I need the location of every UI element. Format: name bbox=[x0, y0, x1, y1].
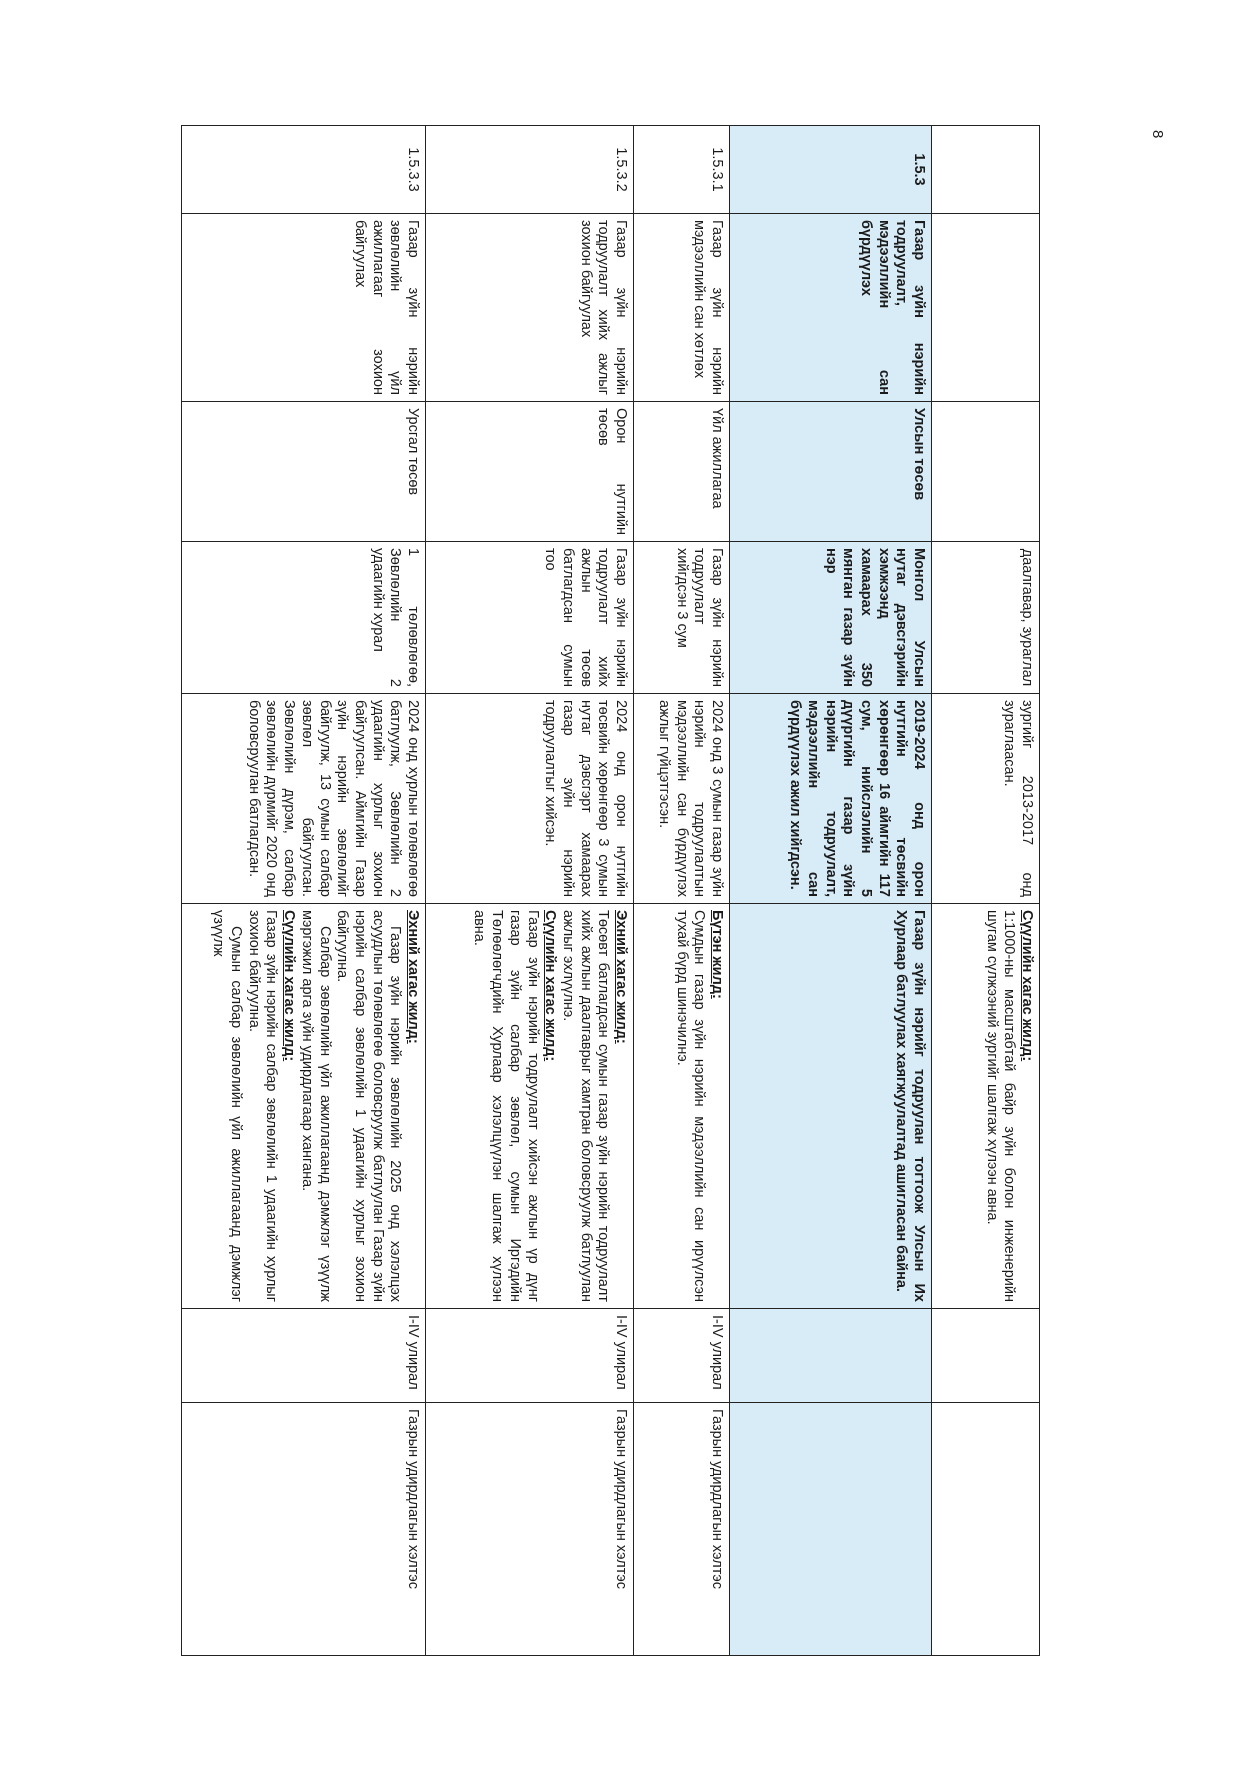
target-heading: Сүүлийн хагас жилд: bbox=[542, 910, 559, 1062]
row-code: 1.5.3.2 bbox=[426, 126, 634, 214]
cell-empty bbox=[932, 402, 1040, 542]
row-type: Урсгал төсөв bbox=[182, 402, 426, 542]
plan-table bbox=[181, 125, 1040, 1656]
row-action: Газар зүйн нэрийн зөвлөлийн үйл ажиллагааг зохион байгуулах bbox=[182, 214, 426, 402]
target-text: Сумын салбар зөвлөлийн үйл ажиллагаанд дэмжлэг үзүүлж bbox=[210, 910, 245, 1302]
row-code: 1.5.3.3 bbox=[182, 126, 426, 214]
target-text: Салбар зөвлөлийн үйл ажиллагаанд дэмжлэг үзүүлж мэргэжил арга зүйн удирдлагаар хангана. bbox=[298, 910, 333, 1302]
row-indicator: Газар зүйн нэрийн тодруулалт хийх ажлын төсөв батлагдсан сумын тоо bbox=[426, 542, 634, 694]
target-text: 1:1000-ны масштабтай байр зүйн болон инженерийн шугам сүлжээний зургийг шалгаж хүлээн авна. bbox=[983, 910, 1018, 1302]
section-type: Улсын төсөв bbox=[730, 402, 932, 542]
table-row bbox=[634, 126, 730, 1656]
row-action: Газар зүйн нэрийн тодруулалт хийх ажлыг зохион байгуулах bbox=[426, 214, 634, 402]
target-text: Төсөвт батлагдсан сумын газар зүйн нэрийн тодруулалт хийх ажлын даалгаврыг хамтран боловсруулж батлуулан ажлыг эхлүүлнэ. bbox=[559, 910, 612, 1302]
row-target bbox=[634, 904, 730, 1309]
row-indicator: 1 төлөвлөгөө, Зөвлөлийн 2 удаагийн хурал bbox=[182, 542, 426, 694]
row-period: I-IV улирал bbox=[634, 1309, 730, 1403]
section-code: 1.5.3 bbox=[730, 126, 932, 214]
section-baseline: 2019-2024 онд орон нутгийн төсвийн хөрөнгөөр 16 аймгийн 117 сум, нийслэлийн 5 дүүргийн газар зүйн нэрийн тодруулалт, мэдээллийн сан бүрдүүлэх ажил хийгдсэн. bbox=[730, 694, 932, 904]
cell-empty bbox=[932, 1309, 1040, 1403]
row-baseline: 2024 онд хурлын төлөвлөгөө батлуулж, Зөвлөлийн 2 удаагийн хурлыг зохион байгуулсан. Аймгийн Газар зүйн нэрийн зөвлөлийг байгуулж, 13 сумын салбар зөвлөл байгуулсан. Зөвлөлийн дүрэм, салбар зөвлөлийн дүрмийг 2020 онд боловсруулан батлагдсан. bbox=[182, 694, 426, 904]
section-target: Газар зүйн нэрийг тодруулан тогтоож Улсын Их Хурлаар батлуулах хаягжуулалтад ашигласан байна. bbox=[730, 904, 932, 1309]
cont-baseline: зургийг 2013-2017 онд зураглаасан. bbox=[932, 694, 1040, 904]
target-heading: Эхний хагас жилд: bbox=[405, 910, 421, 1044]
cell-empty bbox=[730, 1403, 932, 1656]
row-target bbox=[182, 904, 426, 1309]
target-heading: Бүтэн жилд: bbox=[709, 910, 725, 999]
row-code: 1.5.3.1 bbox=[634, 126, 730, 214]
row-type: Үйл ажиллагаа bbox=[634, 402, 730, 542]
section-header-row bbox=[730, 126, 932, 1656]
section-indicator: Монгол Улсын нутаг дэвсгэрийн хэмжээнд хамаарах 350 мянган газар зүйн нэр bbox=[730, 542, 932, 694]
row-action: Газар зүйн нэрийн мэдээллийн сан хөтлөх bbox=[634, 214, 730, 402]
target-text: Газар зүйн нэрийн зөвлөлийн 2025 онд хэлэлцэх асуудлын төлөвлөгөө боловсруулж батлуулан Газар зүйн нэрийн салбар зөвлөлийн 1 удаагийн хурлыг зохион байгуулна. bbox=[334, 910, 404, 1302]
cell-empty bbox=[932, 1403, 1040, 1656]
row-baseline: 2024 онд орон нутгийн төсвийн хөрөнгөөр 3 сумын нутаг дэвсгэрт хамаарах газар зүйн нэрийн тодруулалтыг хийсэн. bbox=[426, 694, 634, 904]
target-heading: Сүүлийн хагас жилд: bbox=[1019, 910, 1035, 1062]
cont-target bbox=[932, 904, 1040, 1309]
continuation-row bbox=[932, 126, 1040, 1656]
row-indicator: Газар зүйн нэрийн тодруулалт хийгдсэн 3 сум bbox=[634, 542, 730, 694]
row-period: I-IV улирал bbox=[182, 1309, 426, 1403]
section-title: Газар зүйн нэрийн тодруулалт, мэдээллийн сан бүрдүүлэх bbox=[730, 214, 932, 402]
target-text: Газар зүйн нэрийн тодруулалт хийсэн ажлын үр дүнг газар зүйн салбар зөвлөл, сумын Иргэдийн Төлөөлөгчдийн Хурлаар хэлэлцүүлэн шалгаж хүлээн авна. bbox=[471, 910, 541, 1302]
row-baseline: 2024 онд 3 сумын газар зүйн нэрийн тодруулалтын мэдээллийн сан бүрдүүлэх ажлыг гүйцэтгэсэн. bbox=[634, 694, 730, 904]
cont-indicator: даалгавар, зураглал bbox=[932, 542, 1040, 694]
target-heading: Эхний хагас жилд: bbox=[613, 910, 629, 1044]
row-responsible: Газрын удирдлагын хэлтэс bbox=[634, 1403, 730, 1656]
rotated-page bbox=[182, 125, 1040, 1655]
row-target bbox=[426, 904, 634, 1309]
row-period: I-IV улирал bbox=[426, 1309, 634, 1403]
table-row bbox=[182, 126, 426, 1656]
row-type: Орон нутгийн төсөв bbox=[426, 402, 634, 542]
target-text: Сумдын газар зүйн нэрийн мэдээллийн сан ирүүлсэн тухай бүрд шинэчилнэ. bbox=[673, 910, 708, 1302]
target-text: Газар зүйн нэрийн салбар зөвлөлийн 1 удаагийн хурлыг зохион байгуулна. bbox=[245, 910, 280, 1302]
cell-empty bbox=[932, 214, 1040, 402]
row-responsible: Газрын удирдлагын хэлтэс bbox=[182, 1403, 426, 1656]
table-row bbox=[426, 126, 634, 1656]
page-number: 8 bbox=[1149, 130, 1166, 139]
cell-empty bbox=[730, 1309, 932, 1403]
row-responsible: Газрын удирдлагын хэлтэс bbox=[426, 1403, 634, 1656]
target-heading: Сүүлийн хагас жилд: bbox=[281, 910, 298, 1062]
cell-empty bbox=[932, 126, 1040, 214]
